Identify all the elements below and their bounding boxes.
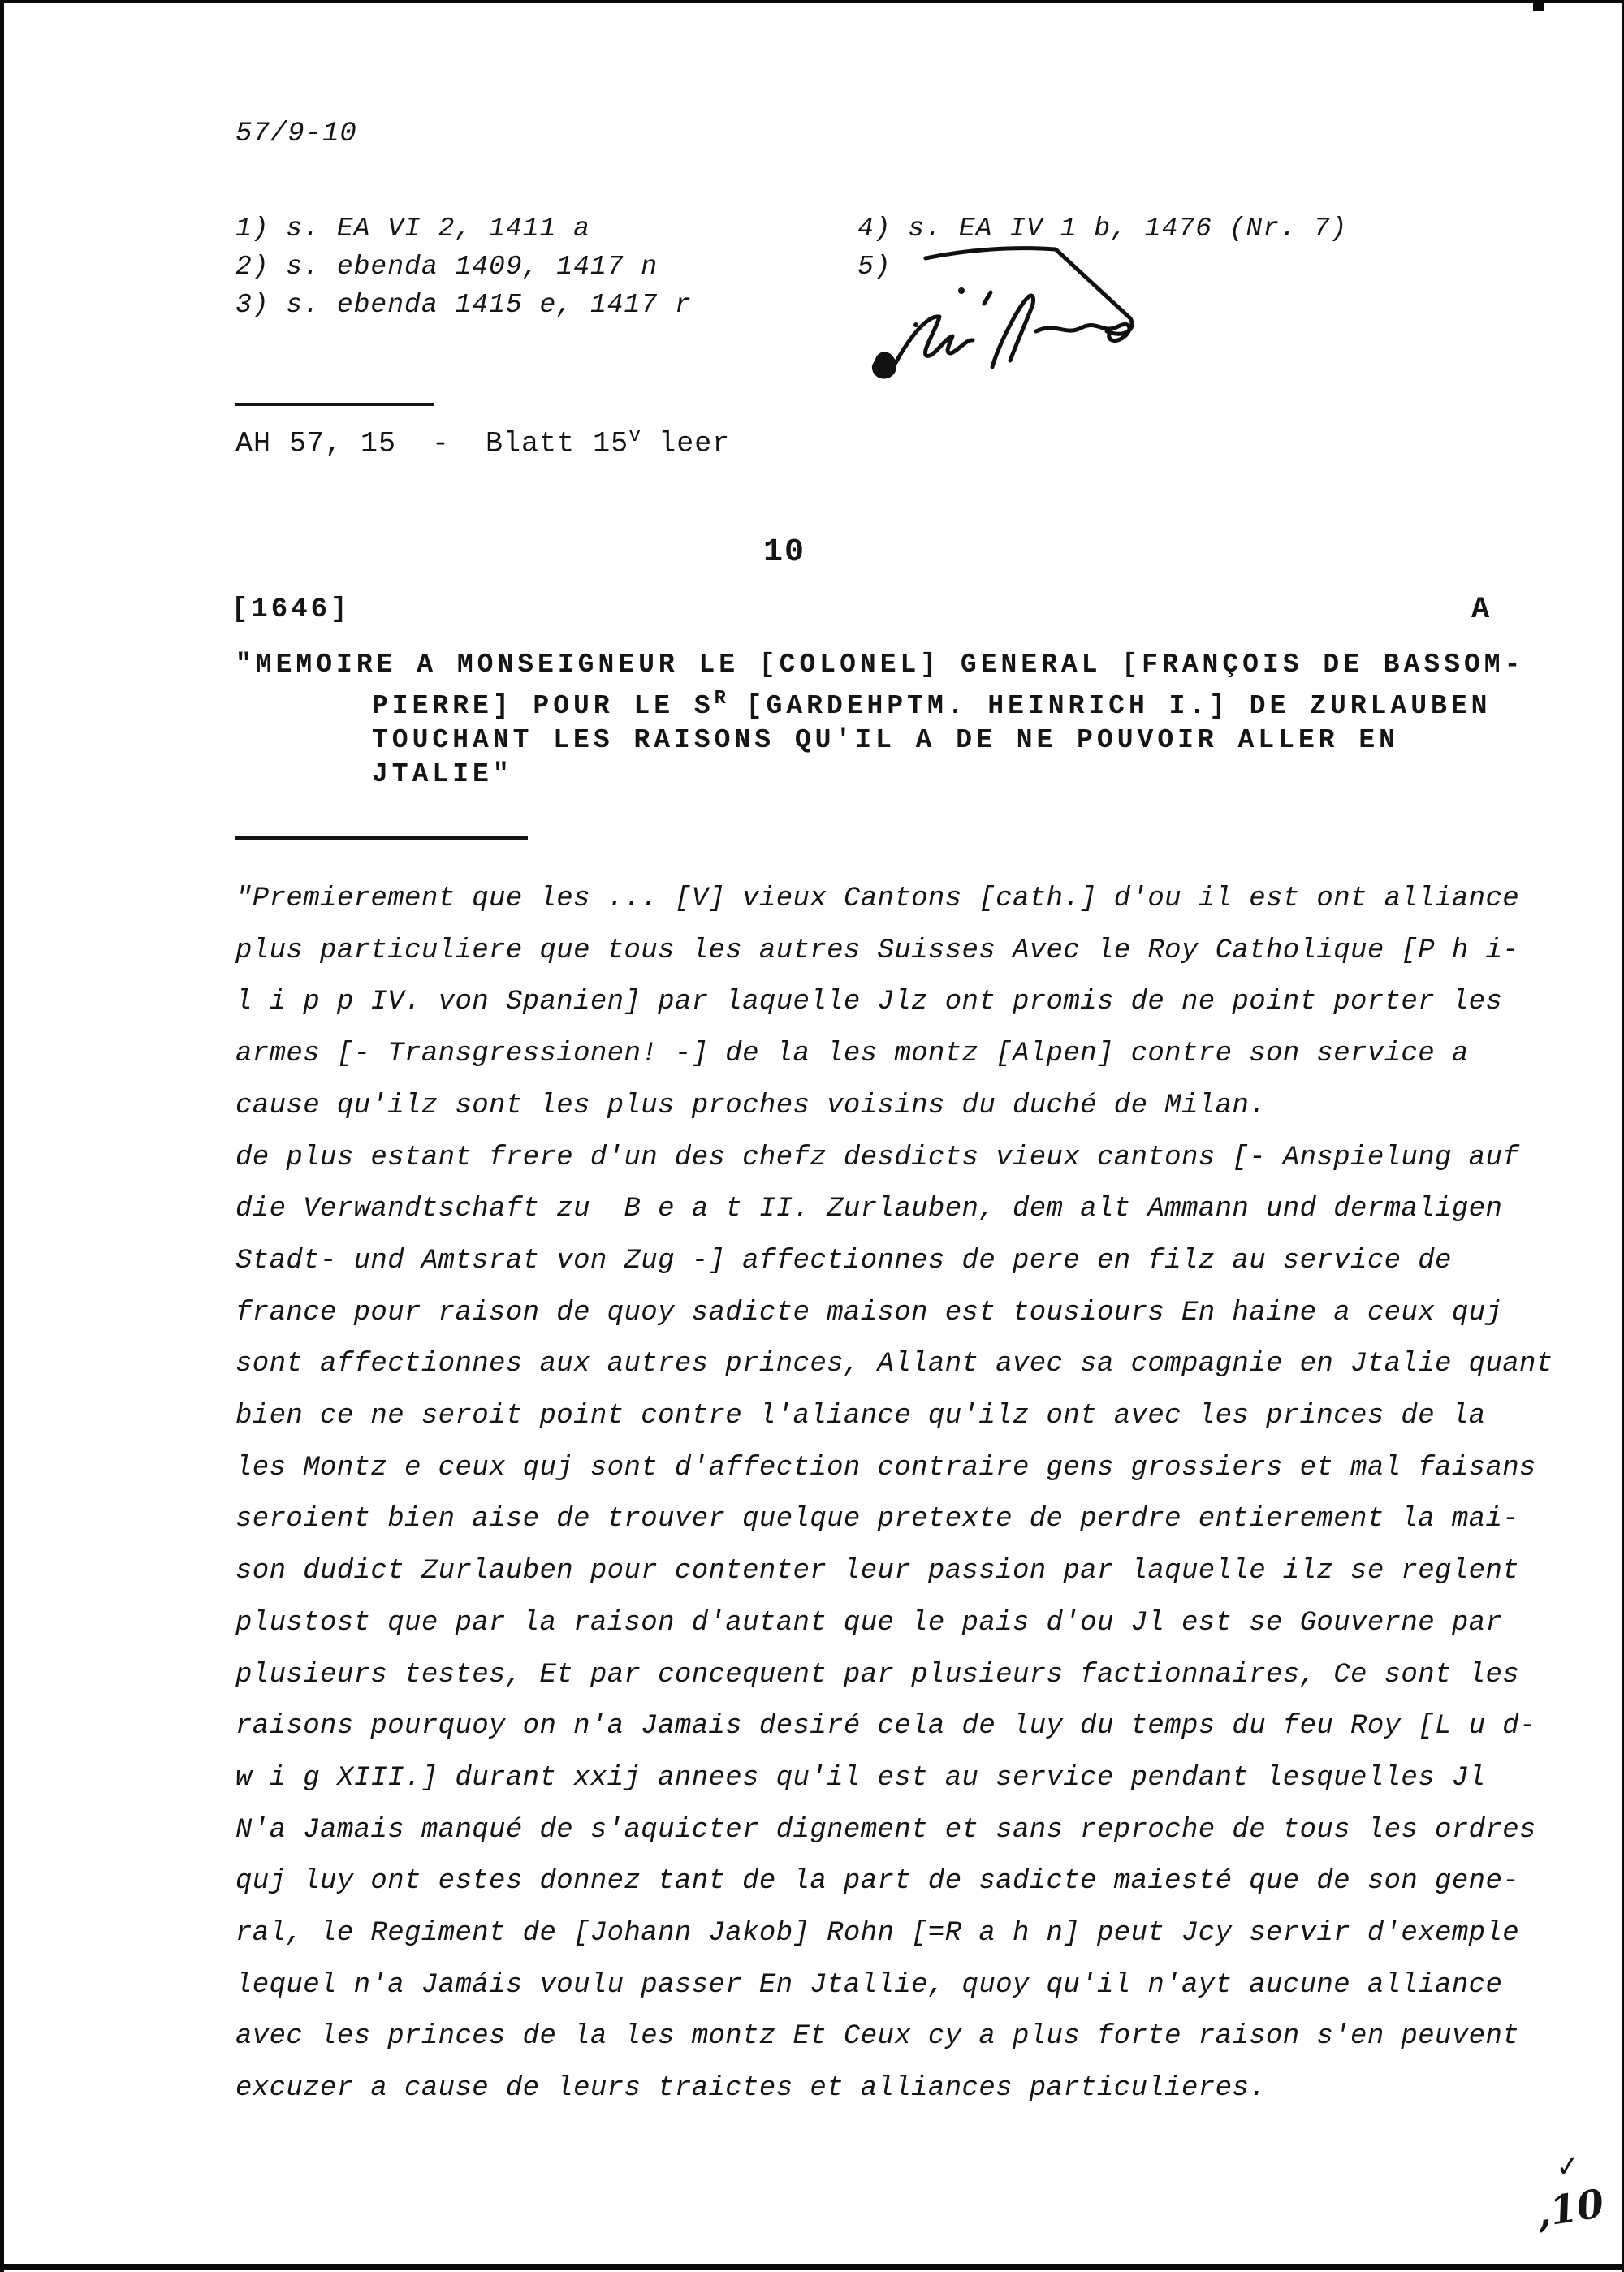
title-line-2-superscript: R — [714, 688, 726, 710]
body-line: "Premierement que les ... [V] vieux Cantons [cath.] d'ou il est ont alliance — [235, 883, 1520, 914]
body-line: armes [- Transgressionen! -] de la les montz [Alpen] contre son service a — [235, 1039, 1469, 1070]
body-line: raisons pourquoy on n'a Jamais desiré cela de luy du temps du feu Roy [L u d- — [235, 1711, 1536, 1743]
divider-rule-body — [235, 836, 528, 840]
body-line: son dudict Zurlauben pour contenter leur passion par laquelle ilz se reglent — [235, 1556, 1520, 1587]
document-year: [1646] — [231, 594, 351, 625]
title-line-2-post: [GARDEHPTM. HEINRICH I.] DE ZURLAUBEN — [725, 691, 1492, 721]
archive-reference: 57/9-10 — [235, 119, 357, 149]
body-line: excuzer a cause de leurs traictes et alliances particulieres. — [235, 2073, 1267, 2105]
source-line-superscript: v — [628, 424, 641, 447]
scan-edge-left — [0, 0, 4, 2272]
source-line-pre: AH 57, 15 - Blatt 15 — [235, 427, 629, 460]
body-line: plusieurs testes, Et par concequent par plusieurs factionnaires, Ce sont les — [235, 1659, 1520, 1691]
document-title — [235, 648, 1524, 792]
source-line-post: leer — [641, 427, 731, 460]
body-line: l i p p IV. von Spanien] par laquelle Jlz ont promis de ne point porter les — [235, 987, 1503, 1018]
document-body — [235, 874, 1553, 2115]
title-line-2 — [235, 682, 1524, 723]
body-line: cause qu'ilz sont les plus proches voisins du duché de Milan. — [235, 1090, 1267, 1121]
body-line: ral, le Regiment de [Johann Jakob] Rohn [=R a h n] peut Jcy servir d'exemple — [235, 1918, 1520, 1950]
document-letter: A — [1471, 593, 1490, 627]
source-line — [235, 424, 730, 460]
body-line: les Montz e ceux quj sont d'affection contraire gens grossiers et mal faisans — [235, 1452, 1536, 1484]
body-line: lequel n'a Jamáis voulu passer En Jtallie, quoy qu'il n'ayt aucune alliance — [235, 1969, 1503, 2001]
document-number: 10 — [763, 534, 806, 571]
body-line: plus particuliere que tous les autres Suisses Avec le Roy Catholique [P h i- — [235, 935, 1520, 966]
body-line: bien ce ne seroit point contre l'aliance qu'ilz ont avec les princes de la — [235, 1401, 1486, 1432]
footnote-list-left — [235, 209, 692, 324]
scan-edge-bottom — [0, 2264, 1624, 2270]
footnote-4: 4) s. EA IV 1 b, 1476 (Nr. 7) — [857, 214, 1348, 244]
body-line: de plus estant frere d'un des chefz desdicts vieux cantons [- Anspielung auf — [235, 1142, 1520, 1173]
body-line: quj luy ont estes donnez tant de la part de sadicte maiesté que de son gene- — [235, 1866, 1520, 1898]
body-line: N'a Jamais manqué de s'aquicter dignement et sans reproche de tous les ordres — [235, 1814, 1536, 1846]
footnote-5-label: 5) — [857, 252, 892, 282]
title-line-2-pre: PIERRE] POUR LE S — [372, 691, 715, 721]
title-line-4: JTALIE" — [372, 759, 513, 789]
body-line: plustost que par la raison d'autant que le pais d'ou Jl est se Gouverne par — [235, 1607, 1503, 1639]
scan-edge-notch — [1533, 0, 1544, 11]
divider-rule-top — [235, 403, 434, 406]
handwritten-page-number: ,10 — [1533, 2180, 1608, 2237]
body-line: Stadt- und Amtsrat von Zug -] affectionnes de pere en filz au service de — [235, 1245, 1452, 1276]
footnote-1: 1) s. EA VI 2, 1411 a — [235, 214, 590, 244]
title-line-1: "MEMOIRE A MONSEIGNEUR LE [COLONEL] GENERAL [FRANÇOIS DE BASSOM- — [235, 650, 1525, 680]
body-line: sont affectionnes aux autres princes, Allant avec sa compagnie en Jtalie quant — [235, 1349, 1553, 1380]
footnote-2: 2) s. ebenda 1409, 1417 n — [235, 252, 659, 282]
handwritten-signature — [862, 240, 1142, 385]
scan-edge-top — [0, 0, 1624, 3]
title-line-3: TOUCHANT LES RAISONS QU'IL A DE NE POUVOIR ALLER EN — [372, 725, 1399, 755]
body-line: seroient bien aise de trouver quelque pretexte de perdre entierement la mai- — [235, 1504, 1520, 1536]
handwritten-checkmark: ✓ — [1553, 2149, 1583, 2185]
body-line: france pour raison de quoy sadicte maison est tousiours En haine a ceux quj — [235, 1297, 1503, 1328]
footnote-3: 3) s. ebenda 1415 e, 1417 r — [235, 290, 692, 320]
body-line: avec les princes de la les montz Et Ceux cy a plus forte raison s'en peuvent — [235, 2021, 1520, 2053]
body-line: die Verwandtschaft zu B e a t II. Zurlauben, dem alt Ammann und dermaligen — [235, 1194, 1503, 1225]
body-line: w i g XIII.] durant xxij annees qu'il est au service pendant lesquelles Jl — [235, 1762, 1486, 1794]
